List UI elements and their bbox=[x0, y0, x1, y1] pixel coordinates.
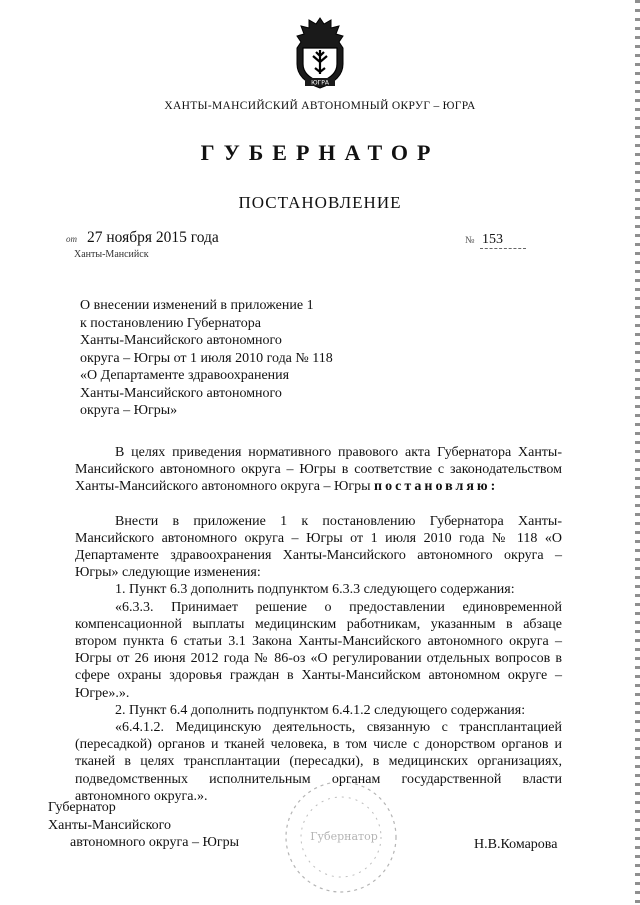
decree-body bbox=[75, 444, 562, 805]
item-2-paragraph: 2. Пункт 6.4 дополнить подпунктом 6.4.1.2 следующего содержания: bbox=[115, 702, 526, 718]
city-name: Ханты-Мансийск bbox=[74, 249, 149, 260]
decree-number: 153 bbox=[480, 232, 526, 249]
signatory-line: Губернатор bbox=[48, 800, 116, 815]
authority-title: ГУБЕРНАТОР bbox=[200, 140, 440, 165]
subject-line: округа – Югры от 1 июля 2010 года № 118 bbox=[80, 350, 333, 366]
region-name: ХАНТЫ-МАНСИЙСКИЙ АВТОНОМНЫЙ ОКРУГ – ЮГРА bbox=[164, 100, 476, 112]
signatory-line: автономного округа – Югры bbox=[70, 835, 239, 850]
signatory-line: Ханты-Мансийского bbox=[48, 817, 172, 833]
date-line bbox=[66, 229, 219, 247]
decree-date: 27 ноября 2015 года bbox=[87, 229, 219, 246]
preamble-paragraph bbox=[75, 444, 562, 496]
subject-line: О внесении изменений в приложение 1 bbox=[80, 298, 314, 313]
item-2-text: «6.4.1.2. Медицинскую деятельность, связанную с трансплантацией (пересадкой) органов и тканей человека, в том числе с донорством органов и тканей в целях трансплантации (пересадки), в медицинских организациях, подведомственных исполнительным органам государственной власти автономного округа.». bbox=[75, 720, 562, 804]
stamp-text: Губернатор bbox=[310, 830, 378, 843]
subject-line: к постановлению Губернатора bbox=[80, 315, 261, 331]
yugra-coat-of-arms-icon bbox=[291, 12, 349, 92]
document-type: ПОСТАНОВЛЕНИЕ bbox=[238, 193, 402, 212]
emblem-text: ЮГРА bbox=[311, 79, 329, 87]
item-1-text: «6.3.3. Принимает решение о предоставлении единовременной компенсационной выплаты медицинским работникам, указанным в абзаце втором пункта 6 статьи 3.1 Закона Ханты-Мансийского автономного округа – Югры от 26 июня 2012 года № 86-оз «О регулировании отдельных вопросов в сфере охраны здоровья граждан в Ханты-Мансийском автономном округе – Югре».». bbox=[75, 599, 562, 701]
subject-line: «О Департаменте здравоохранения bbox=[80, 368, 290, 383]
subject-line: Ханты-Мансийского автономного bbox=[80, 385, 282, 401]
official-seal-stamp bbox=[282, 778, 400, 896]
decree-keyword: постановляю: bbox=[374, 479, 499, 495]
number-prefix: № bbox=[465, 235, 477, 246]
preamble-text: В целях приведения нормативного правового акта Губернатора Ханты-Мансийского автономного округа – Югры в соответствие с законодательством Ханты-Мансийского автономного округа – Югры bbox=[75, 445, 562, 495]
number-line bbox=[465, 232, 526, 249]
subject-line: Ханты-Мансийского автономного bbox=[80, 333, 282, 348]
scan-edge-artifact bbox=[635, 0, 640, 905]
item-1-paragraph: 1. Пункт 6.3 дополнить подпунктом 6.3.3 следующего содержания: bbox=[115, 582, 515, 598]
date-prefix: от bbox=[66, 234, 77, 244]
subject-line: округа – Югры» bbox=[80, 403, 178, 418]
decree-subject bbox=[80, 297, 340, 420]
signatory-name: Н.В.Комарова bbox=[474, 837, 558, 852]
signatory-title bbox=[48, 799, 239, 852]
main-paragraph: Внести в приложение 1 к постановлению Губернатора Ханты-Мансийского автономного округа – Югры от 1 июля 2010 года № 118 «О Департаменте здравоохранения Ханты-Мансийского автономного округа – Югры» следующие изменения: bbox=[75, 513, 562, 581]
